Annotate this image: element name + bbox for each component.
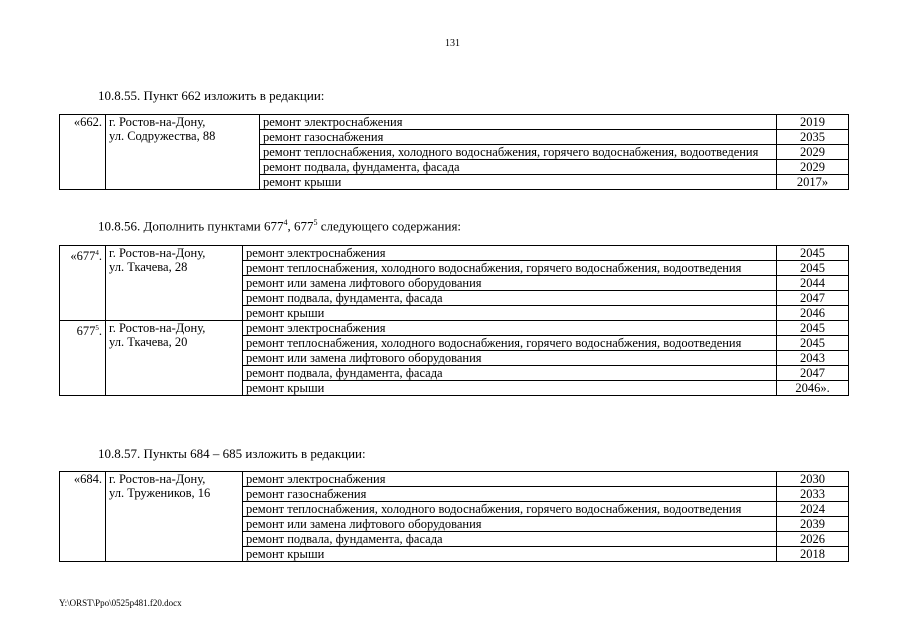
address-street: ул. Содружества, 88	[109, 129, 216, 143]
work-cell: ремонт крыши	[243, 306, 777, 321]
file-path-footer: Y:\ORST\Ppo\0525p481.f20.docx	[59, 598, 182, 608]
work-cell: ремонт подвала, фундамента, фасада	[243, 291, 777, 306]
section-heading-56	[98, 218, 461, 234]
heading-superscript: 4	[283, 218, 288, 227]
year-cell: 2017»	[777, 175, 849, 190]
year-cell: 2019	[777, 115, 849, 130]
address-city: г. Ростов-на-Дону,	[109, 246, 206, 260]
item-number: «662.	[60, 115, 106, 190]
item-number-text: «677	[70, 249, 96, 264]
year-cell: 2046».	[777, 381, 849, 396]
address-city: г. Ростов-на-Дону,	[109, 115, 206, 129]
year-cell: 2045	[777, 261, 849, 276]
year-cell: 2029	[777, 145, 849, 160]
item-number	[60, 246, 106, 321]
year-cell: 2045	[777, 336, 849, 351]
item-number-superscript: 4	[95, 249, 99, 257]
address-cell	[106, 321, 243, 396]
address-cell	[106, 472, 243, 562]
page-number: 131	[445, 38, 460, 49]
item-number-text: 677	[76, 324, 96, 339]
work-cell: ремонт электроснабжения	[243, 246, 777, 261]
year-cell: 2026	[777, 532, 849, 547]
item-number: «684.	[60, 472, 106, 562]
address-street: ул. Тружеников, 16	[109, 486, 211, 500]
table-row	[60, 246, 849, 261]
year-cell: 2045	[777, 246, 849, 261]
work-cell: ремонт электроснабжения	[243, 472, 777, 487]
work-cell: ремонт крыши	[243, 381, 777, 396]
work-cell: ремонт газоснабжения	[243, 487, 777, 502]
work-cell: ремонт подвала, фундамента, фасада	[243, 366, 777, 381]
year-cell: 2044	[777, 276, 849, 291]
work-cell: ремонт или замена лифтового оборудования	[243, 351, 777, 366]
heading-superscript: 5	[313, 218, 318, 227]
item-number-suffix: .	[98, 324, 102, 339]
table-row	[60, 115, 849, 130]
work-cell: ремонт или замена лифтового оборудования	[243, 276, 777, 291]
work-cell: ремонт газоснабжения	[260, 130, 777, 145]
heading-text: 10.8.56. Дополнить пунктами 677	[98, 218, 284, 234]
work-cell: ремонт теплоснабжения, холодного водоснабжения, горячего водоснабжения, водоотведения	[243, 261, 777, 276]
year-cell: 2035	[777, 130, 849, 145]
address-city: г. Ростов-на-Дону,	[109, 472, 206, 486]
amendment-table-677	[59, 245, 849, 396]
amendment-table-684	[59, 471, 849, 562]
work-cell: ремонт или замена лифтового оборудования	[243, 517, 777, 532]
year-cell: 2043	[777, 351, 849, 366]
year-cell: 2039	[777, 517, 849, 532]
year-cell: 2033	[777, 487, 849, 502]
year-cell: 2047	[777, 366, 849, 381]
item-number	[60, 321, 106, 396]
year-cell: 2029	[777, 160, 849, 175]
address-street: ул. Ткачева, 28	[109, 260, 188, 274]
work-cell: ремонт теплоснабжения, холодного водоснабжения, горячего водоснабжения, водоотведения	[243, 336, 777, 351]
work-cell: ремонт подвала, фундамента, фасада	[243, 532, 777, 547]
item-number-superscript: 5	[95, 324, 99, 332]
heading-text: следующего содержания:	[317, 218, 462, 234]
year-cell: 2046	[777, 306, 849, 321]
address-street: ул. Ткачева, 20	[109, 335, 188, 349]
work-cell: ремонт теплоснабжения, холодного водоснабжения, горячего водоснабжения, водоотведения	[243, 502, 777, 517]
address-cell	[106, 115, 260, 190]
item-number-suffix: .	[98, 249, 102, 264]
year-cell: 2047	[777, 291, 849, 306]
address-cell	[106, 246, 243, 321]
section-heading-55: 10.8.55. Пункт 662 изложить в редакции:	[98, 88, 325, 103]
address-city: г. Ростов-на-Дону,	[109, 321, 206, 335]
work-cell: ремонт крыши	[243, 547, 777, 562]
work-cell: ремонт крыши	[260, 175, 777, 190]
work-cell: ремонт электроснабжения	[243, 321, 777, 336]
year-cell: 2045	[777, 321, 849, 336]
amendment-table-662	[59, 114, 849, 190]
year-cell: 2030	[777, 472, 849, 487]
work-cell: ремонт электроснабжения	[260, 115, 777, 130]
table-row	[60, 472, 849, 487]
year-cell: 2024	[777, 502, 849, 517]
year-cell: 2018	[777, 547, 849, 562]
heading-text: , 677	[287, 218, 314, 234]
table-row	[60, 321, 849, 336]
work-cell: ремонт подвала, фундамента, фасада	[260, 160, 777, 175]
work-cell: ремонт теплоснабжения, холодного водоснабжения, горячего водоснабжения, водоотведения	[260, 145, 777, 160]
section-heading-57: 10.8.57. Пункты 684 – 685 изложить в редакции:	[98, 446, 366, 461]
